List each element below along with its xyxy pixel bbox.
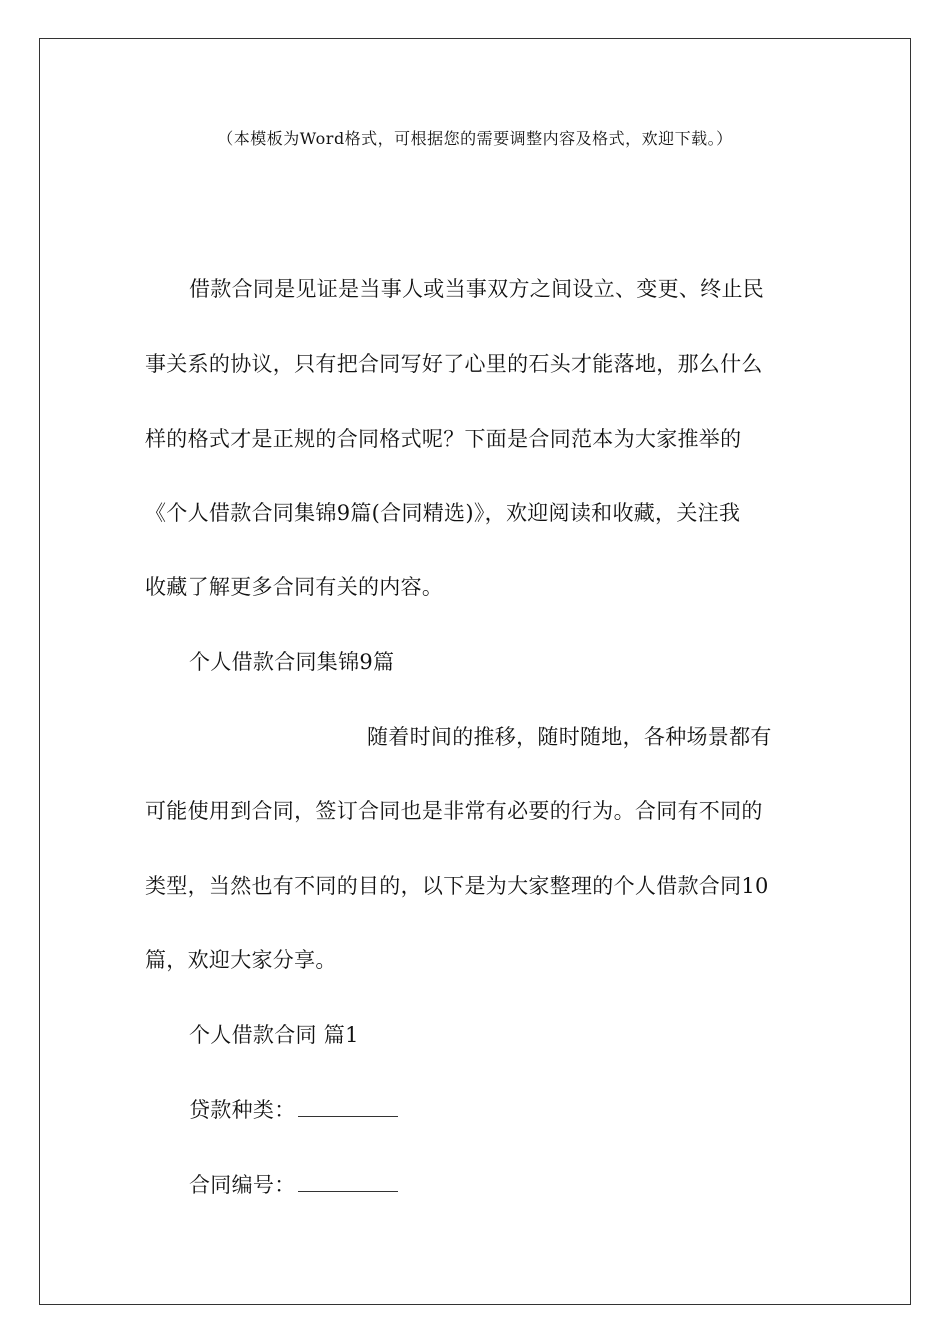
intro-line-2: 事关系的协议，只有把合同写好了心里的石头才能落地，那么什么 (145, 352, 763, 376)
intro-line-3: 样的格式才是正规的合同格式呢？下面是合同范本为大家推举的 (145, 427, 742, 451)
preface-line-3: 类型，当然也有不同的目的，以下是为大家整理的个人借款合同10 (145, 874, 769, 898)
preface-line-1: 随着时间的推移，随时随地，各种场景都有 (367, 725, 772, 749)
loan-type-field (189, 1095, 398, 1125)
contract-number-label: 合同编号： (189, 1173, 296, 1197)
contract-number-blank[interactable] (298, 1171, 398, 1192)
intro-line-4: 《个人借款合同集锦9篇(合同精选)》，欢迎阅读和收藏，关注我 (145, 501, 741, 525)
preface-line-4: 篇，欢迎大家分享。 (145, 948, 337, 972)
loan-type-blank[interactable] (298, 1096, 398, 1117)
section-heading: 个人借款合同 篇1 (189, 1023, 359, 1047)
loan-type-label: 贷款种类： (189, 1098, 296, 1122)
collection-title: 个人借款合同集锦9篇 (189, 650, 395, 674)
intro-line-1: 借款合同是见证是当事人或当事双方之间设立、变更、终止民 (189, 277, 765, 301)
contract-number-field (189, 1170, 398, 1200)
page-border (39, 38, 911, 1305)
intro-line-5: 收藏了解更多合同有关的内容。 (145, 575, 444, 599)
preface-line-2: 可能使用到合同，签订合同也是非常有必要的行为。合同有不同的 (145, 799, 763, 823)
template-note: （本模板为Word格式，可根据您的需要调整内容及格式，欢迎下载。） (217, 129, 733, 148)
